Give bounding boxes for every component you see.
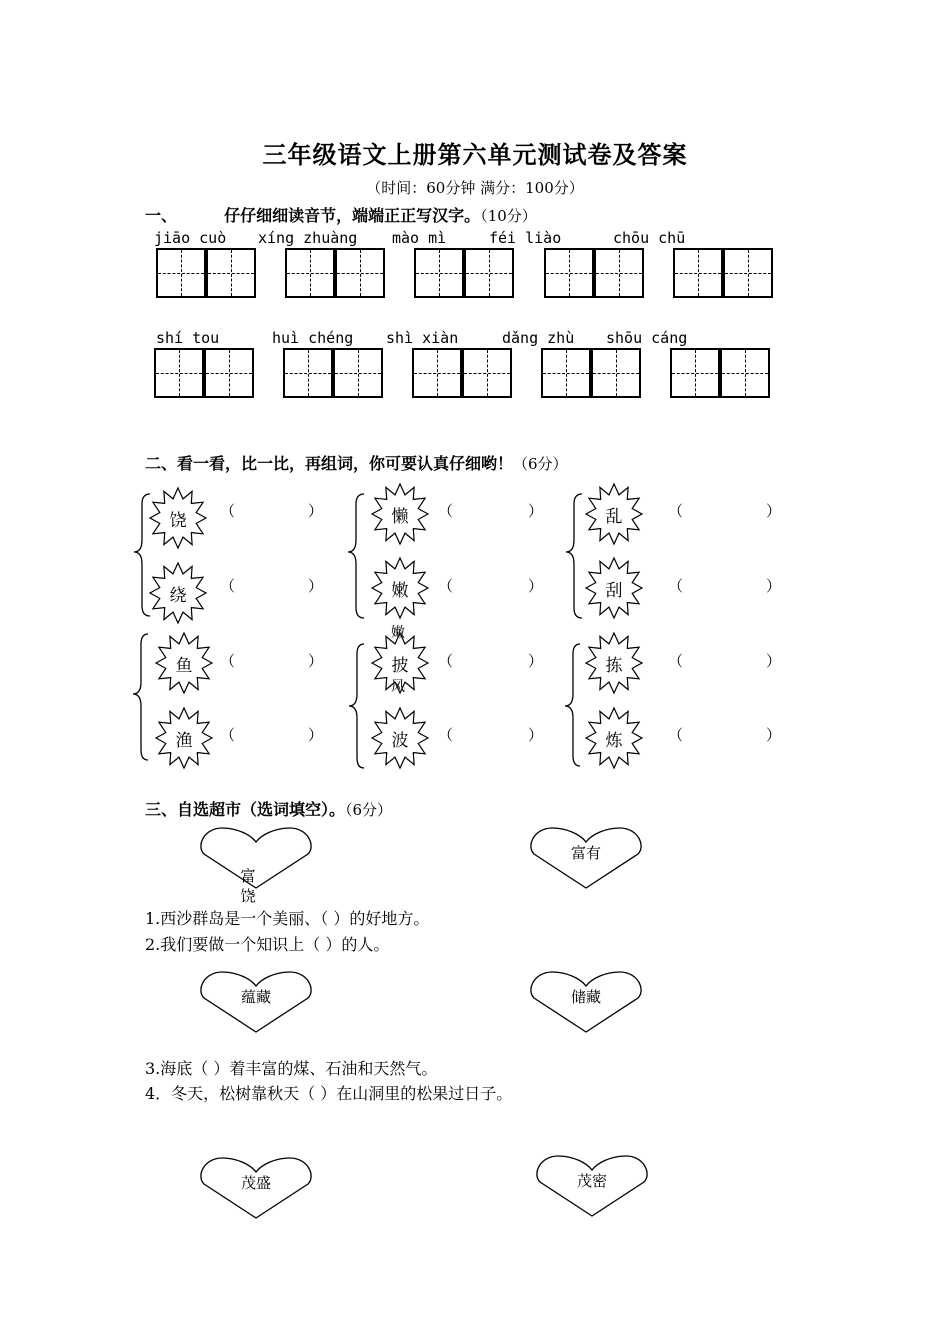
fill-sentence-4: 4．冬天，松树靠秋天（ ）在山洞里的松果过日子。: [145, 1084, 513, 1103]
pinyin-1-3: mào mì: [392, 229, 447, 247]
heart-word-char: 饶: [240, 887, 256, 905]
pinyin-2-1: shí tou: [156, 329, 220, 347]
starburst: [148, 561, 208, 625]
paren-close: ）: [766, 577, 782, 595]
pinyin-2-4: dǎng zhù: [502, 329, 575, 347]
section3-text: 三、自选超市（选词填空）。: [145, 800, 346, 819]
section2-text: 二、看一看，比一比，再组词，你可要认真仔细哟！: [145, 454, 514, 473]
starburst: [148, 486, 208, 550]
compare-char: 饶: [169, 511, 187, 531]
pinyin-1-2: xíng zhuàng: [258, 229, 358, 247]
compare-char: 披: [391, 656, 409, 676]
section3-heading: [145, 797, 392, 820]
paren-open: （: [438, 577, 454, 595]
word-heart: [200, 1156, 312, 1220]
heart-word: 茂密: [576, 1172, 607, 1190]
paren-close: ）: [308, 652, 324, 670]
paren-close: ）: [766, 502, 782, 520]
heart-word: 蕴藏: [240, 988, 271, 1006]
section1-points: （10分）: [480, 207, 537, 225]
paren-open: （: [438, 502, 454, 520]
starburst: [154, 706, 214, 770]
pinyin-1-5: chōu chū: [613, 229, 686, 247]
paren-close: ）: [528, 726, 544, 744]
starburst: [584, 556, 644, 620]
fill-sentence-3: 3.海底（ ）着丰富的煤、石油和天然气。: [145, 1059, 438, 1078]
paren-close: ）: [308, 577, 324, 595]
starburst: [584, 706, 644, 770]
heart-word: 储藏: [570, 988, 601, 1006]
overflow-char: 风: [391, 679, 405, 695]
pinyin-2-3: shì xiàn: [386, 329, 459, 347]
compare-char: 刮: [605, 581, 623, 601]
fill-sentence-1: 1.西沙群岛是一个美丽、（ ）的好地方。: [145, 909, 430, 928]
paren-open: （: [438, 652, 454, 670]
paren-close: ）: [528, 652, 544, 670]
compare-char: 拣: [605, 656, 623, 676]
paren-close: ）: [766, 726, 782, 744]
pinyin-1-4: féi liào: [489, 229, 562, 247]
compare-char: 渔: [175, 731, 193, 751]
compare-char: 鱼: [175, 656, 193, 676]
word-heart: [200, 970, 312, 1034]
pinyin-2-5: shōu cáng: [606, 329, 688, 347]
compare-char: 嫩: [391, 581, 409, 601]
section2-points: （6分）: [513, 455, 568, 473]
paren-open: （: [668, 502, 684, 520]
heart-word: 茂盛: [240, 1174, 271, 1192]
paren-close: ）: [308, 502, 324, 520]
compare-char: 乱: [605, 507, 623, 527]
paren-open: （: [220, 652, 236, 670]
page-subtitle: （时间：60分钟 满分：100分）: [366, 179, 584, 197]
word-heart: [536, 1154, 648, 1218]
word-heart: [530, 970, 642, 1034]
paren-close: ）: [528, 502, 544, 520]
paren-open: （: [668, 577, 684, 595]
compare-char: 懒: [391, 507, 409, 527]
compare-char: 波: [391, 731, 409, 751]
paren-open: （: [220, 577, 236, 595]
pinyin-2-2: huì chéng: [272, 329, 354, 347]
section1-number: 一、: [145, 206, 178, 225]
paren-close: ）: [308, 726, 324, 744]
starburst: [370, 706, 430, 770]
section1-text: 仔仔细细读音节，端端正正写汉字。: [224, 206, 481, 225]
paren-open: （: [668, 726, 684, 744]
overflow-char: 嫩: [391, 625, 405, 641]
heart-word: 富有: [570, 844, 601, 862]
starburst: [154, 631, 214, 695]
section3-points: （6分）: [345, 801, 393, 819]
starburst: [370, 482, 430, 546]
starburst: [370, 556, 430, 620]
page-title: 三年级语文上册第六单元测试卷及答案: [262, 140, 688, 169]
starburst: [584, 631, 644, 695]
heart-word-char: 富: [240, 867, 256, 885]
paren-open: （: [220, 726, 236, 744]
pinyin-1-1: jiāo cuò: [154, 229, 227, 247]
paren-close: ）: [766, 652, 782, 670]
paren-open: （: [438, 726, 454, 744]
compare-char: 炼: [605, 731, 623, 751]
fill-sentence-2: 2.我们要做一个知识上（ ）的人。: [145, 935, 390, 954]
compare-char: 绕: [169, 586, 187, 606]
paren-open: （: [220, 502, 236, 520]
paren-close: ）: [528, 577, 544, 595]
paren-open: （: [668, 652, 684, 670]
starburst: [584, 482, 644, 546]
word-heart: [530, 826, 642, 890]
